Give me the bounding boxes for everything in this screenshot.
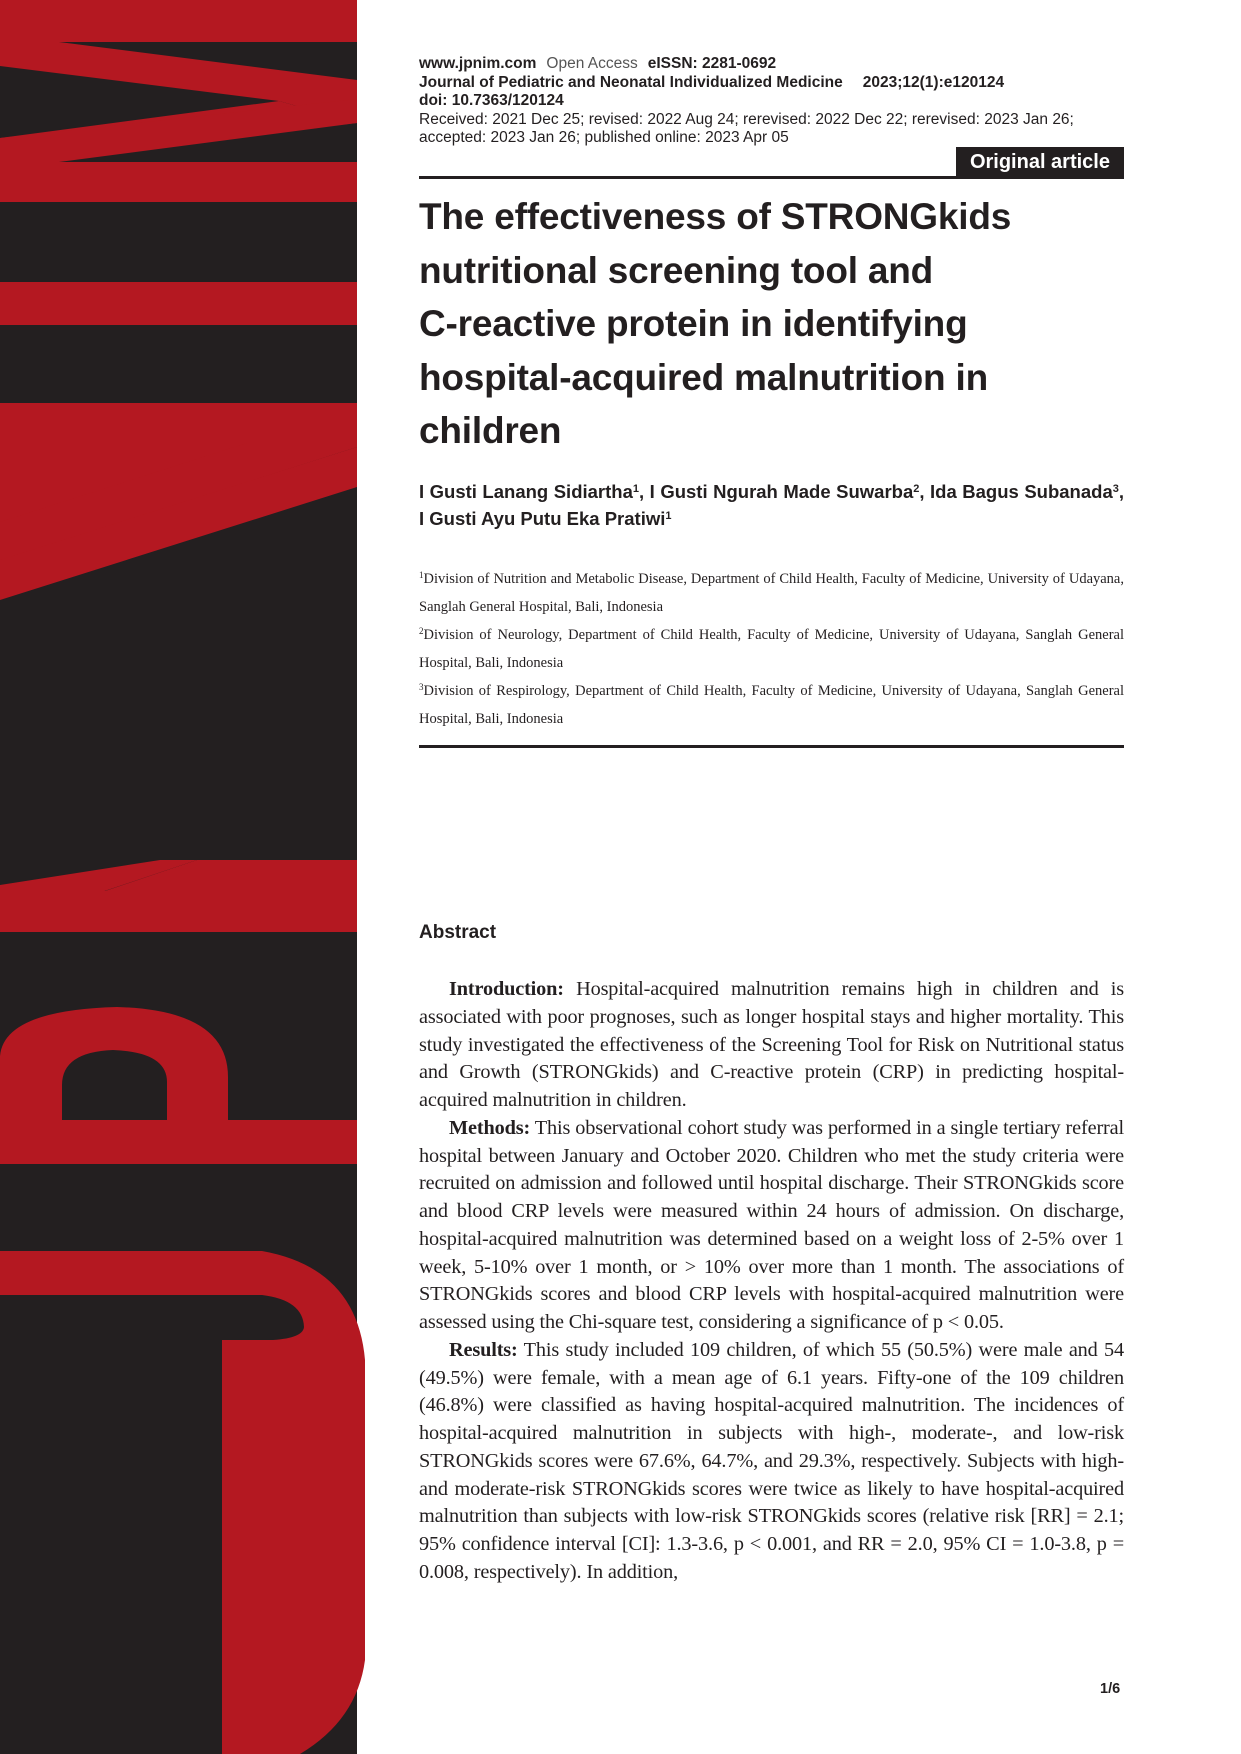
title-line: nutritional screening tool and xyxy=(419,249,934,291)
page-number: 1/6 xyxy=(1100,1681,1121,1697)
journal-name: Journal of Pediatric and Neonatal Individualized Medicine xyxy=(419,73,843,91)
author-name: Ida Bagus Subanada xyxy=(930,481,1113,502)
journal-website-link[interactable]: www.jpnim.com xyxy=(419,55,537,72)
article-type-badge: Original article xyxy=(956,147,1124,177)
journal-logo-sidebar xyxy=(0,0,368,1754)
author-separator: , xyxy=(639,481,650,502)
author-name: I Gusti Ngurah Made Suwarba xyxy=(649,481,914,502)
author-separator: , xyxy=(1118,481,1125,502)
journal-meta xyxy=(419,55,1124,148)
affiliation-text: Division of Neurology, Department of Child Health, Faculty of Medicine, University of Udayana, Sanglah General Hospital, Bali, Indonesia xyxy=(419,627,1124,671)
abstract-section-introduction xyxy=(419,976,1124,1115)
section-text: Hospital-acquired malnutrition remains high in children and is associated with poor prognoses, such as longer hospital stays and higher mortality. This study investigated the effectiveness of the Screening Tool for Risk on Nutritional status and Growth (STRONGkids) and C-reactive protein (CRP) in predicting hospital-acquired malnutrition in children. xyxy=(419,978,1124,1111)
section-text: This study included 109 children, of which 55 (50.5%) were male and 54 (49.5%) were female, with a mean age of 6.1 years. Fifty-one of the 109 children (46.8%) were classified as having hospital-acquired malnutrition. The incidences of hospital-acquired malnutrition in subjects with high-, moderate-, and low-risk STRONGkids scores were 67.6%, 64.7%, and 29.3%, respectively. Subjects with high- and moderate-risk STRONGkids scores were twice as likely to have hospital-acquired malnutrition than subjects with low-risk STRONGkids scores (relative risk [RR] = 2.1; 95% confidence interval [CI]: 1.3-3.6, p < 0.001, and RR = 2.0, 95% CI = 1.0-3.8, p = 0.008, respectively). In addition, xyxy=(419,1338,1124,1583)
section-text: This observational cohort study was performed in a single tertiary referral hospital between January and October 2020. Children who met the study criteria were recruited on admission and followed until hospital discharge. Their STRONGkids score and blood CRP levels were measured within 24 hours of admission. On discharge, hospital-acquired malnutrition was determined based on a weight loss of 2-5% over 1 week, 5-10% over 1 month, or > 10% over more than 1 month. The associations of STRONGkids scores and blood CRP levels with hospital-acquired malnutrition were assessed using the Chi-square test, considering a significance of p < 0.05. xyxy=(419,1116,1124,1333)
affiliation-marker: 1 xyxy=(665,510,672,522)
affiliations-divider xyxy=(419,745,1124,748)
affiliation-item xyxy=(419,621,1124,677)
author-separator: , xyxy=(919,481,931,502)
section-label: Results: xyxy=(449,1338,518,1361)
affiliation-text: Division of Respirology, Department of Child Health, Faculty of Medicine, University of Udayana, Sanglah General Hospital, Bali, Indonesia xyxy=(419,683,1124,727)
doi-link[interactable]: doi: 10.7363/120124 xyxy=(419,92,564,110)
open-access-label: Open Access xyxy=(546,55,638,72)
affiliation-number: 1 xyxy=(419,570,424,580)
title-line: hospital-acquired malnutrition in xyxy=(419,356,988,398)
jpnim-logo-icon xyxy=(0,0,368,1754)
author-name: I Gusti Lanang Sidiartha xyxy=(419,481,633,502)
affiliation-number: 3 xyxy=(419,682,424,692)
eissn: eISSN: 2281-0692 xyxy=(647,55,777,72)
title-line: The effectiveness of STRONGkids xyxy=(419,196,1012,237)
affiliation-marker: 3 xyxy=(1112,483,1119,495)
title-line: children xyxy=(419,410,562,451)
affiliation-number: 2 xyxy=(419,626,424,636)
dates-line-1: Received: 2021 Dec 25; revised: 2022 Aug 24; rerevised: 2022 Dec 22; rerevised: 2023 Jan 26; xyxy=(419,110,1074,128)
article-title xyxy=(419,190,1124,458)
title-line: C-reactive protein in identifying xyxy=(419,303,968,344)
section-label: Methods: xyxy=(449,1116,531,1139)
section-label: Introduction: xyxy=(449,978,564,1000)
affiliation-item xyxy=(419,565,1124,621)
abstract-heading: Abstract xyxy=(419,922,497,943)
author-name: I Gusti Ayu Putu Eka Pratiwi xyxy=(419,508,666,529)
affiliation-marker: 1 xyxy=(632,483,640,495)
affiliation-text: Division of Nutrition and Metabolic Disease, Department of Child Health, Faculty of Medicine, University of Udayana, Sanglah General Hospital, Bali, Indonesia xyxy=(419,571,1124,615)
abstract-body xyxy=(419,976,1124,1587)
author-list xyxy=(419,478,1124,532)
citation: 2023;12(1):e120124 xyxy=(862,73,1005,91)
dates-line-2: accepted: 2023 Jan 26; published online: 2023 Apr 05 xyxy=(419,129,789,147)
affiliations xyxy=(419,565,1124,733)
abstract-section-methods xyxy=(419,1115,1124,1337)
affiliation-marker: 2 xyxy=(913,483,920,495)
header-divider xyxy=(419,176,1124,179)
abstract-section-results xyxy=(419,1337,1124,1587)
affiliation-item xyxy=(419,677,1124,733)
